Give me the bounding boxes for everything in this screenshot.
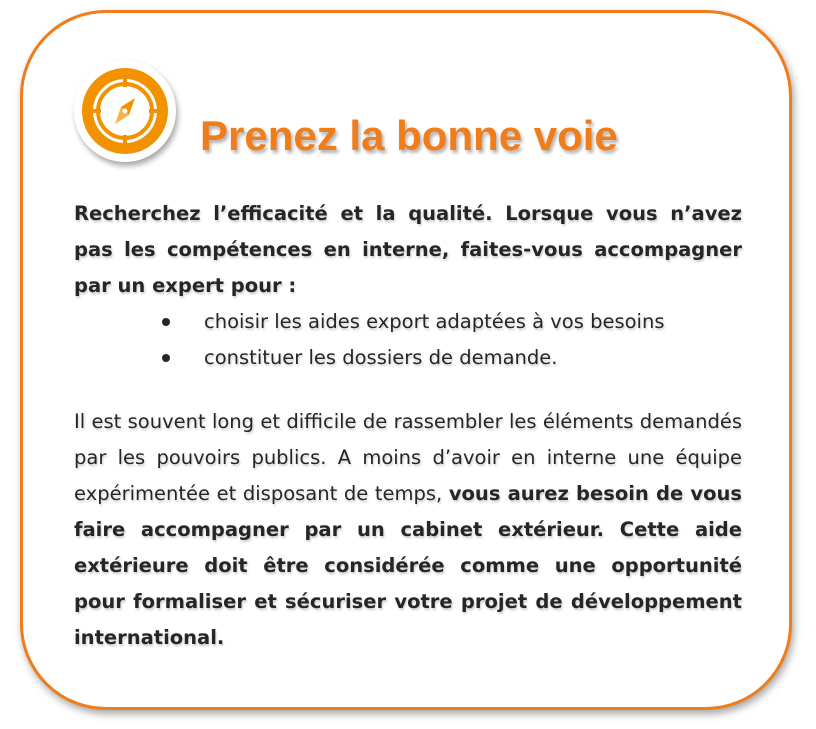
- card-title: Prenez la bonne voie: [200, 112, 618, 159]
- body-text: Il est souvent long et difficile de rassembler les éléments demandés par les pouvoirs publics. A moins d’avoir en interne une équipe expérimentée et disposant de temps,: [74, 410, 742, 505]
- bullet-icon: [162, 318, 170, 326]
- card-content: [74, 196, 742, 656]
- list-item: [158, 340, 742, 376]
- body-paragraph: [74, 404, 742, 656]
- list-item-text: constituer les dossiers de demande.: [204, 346, 558, 369]
- intro-paragraph: Recherchez l’efficacité et la qualité. Lorsque vous n’avez pas les compétences en interne, faites-vous accompagner par un expert pour :: [74, 202, 742, 297]
- list-item: [158, 304, 742, 340]
- list-item-text: choisir les aides export adaptées à vos besoins: [204, 310, 665, 333]
- body-emphasis: vous aurez besoin de vous faire accompagner par un cabinet extérieur. Cette aide extérieure doit être considérée comme une opportunité pour formaliser et sécuriser votre projet de développement international.: [74, 482, 742, 649]
- compass-logo: [74, 60, 176, 162]
- bullet-list: [74, 304, 742, 376]
- bullet-icon: [162, 354, 170, 362]
- compass-icon: [74, 60, 176, 162]
